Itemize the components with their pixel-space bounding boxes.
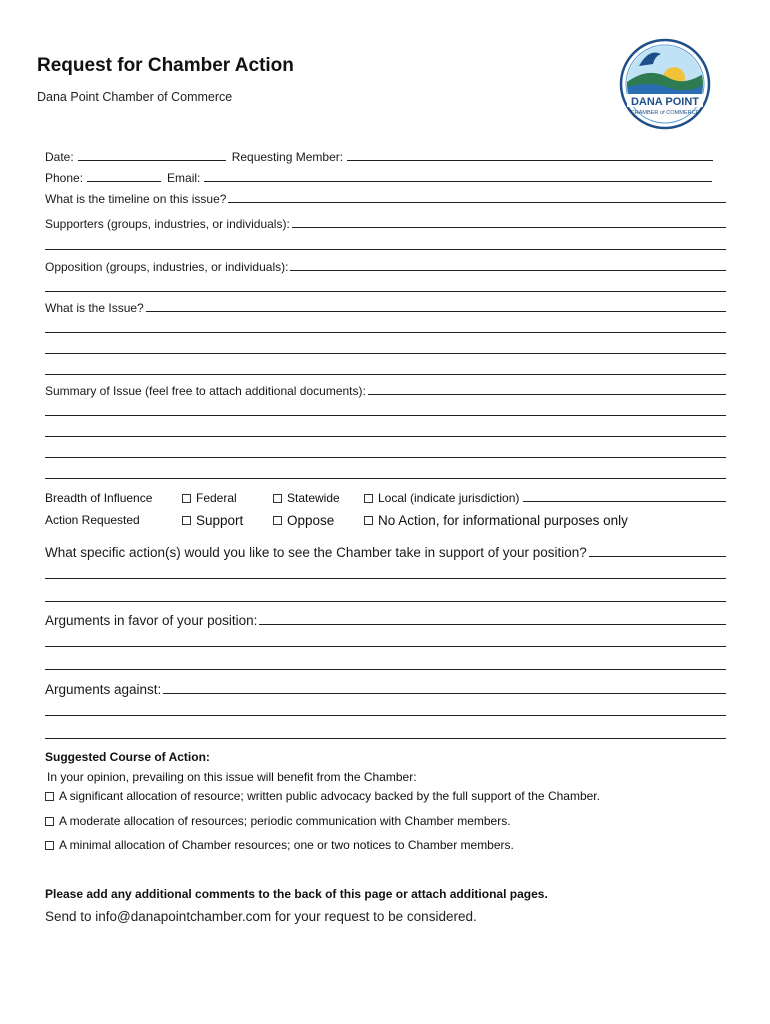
date-member-row bbox=[45, 146, 713, 164]
dana-point-logo bbox=[619, 38, 711, 130]
phone-label: Phone: bbox=[45, 171, 84, 185]
organization-name: Dana Point Chamber of Commerce bbox=[37, 90, 233, 104]
supporters-field[interactable] bbox=[292, 227, 726, 228]
opposition-row bbox=[45, 256, 726, 274]
no-action-checkbox[interactable] bbox=[364, 516, 373, 525]
significant-label: A significant allocation of resource; written public advocacy backed by the full support of the Chamber. bbox=[59, 789, 600, 803]
action-label: Action Requested bbox=[45, 513, 140, 527]
timeline-row bbox=[45, 188, 726, 206]
significant-checkbox[interactable] bbox=[45, 792, 54, 801]
issue-line-2[interactable] bbox=[45, 332, 726, 333]
timeline-field[interactable] bbox=[228, 202, 726, 203]
jurisdiction-field[interactable] bbox=[523, 501, 726, 502]
timeline-label: What is the timeline on this issue? bbox=[45, 192, 227, 206]
arguments-favor-line-2[interactable] bbox=[45, 646, 726, 647]
specific-action-line-3[interactable] bbox=[45, 601, 726, 602]
specific-action-label: What specific action(s) would you like to see the Chamber take in support of your position? bbox=[45, 545, 587, 560]
suggested-intro: In your opinion, prevailing on this issue will benefit from the Chamber: bbox=[47, 770, 417, 784]
local-label: Local (indicate jurisdiction) bbox=[378, 491, 520, 505]
action-no-action-option[interactable] bbox=[364, 513, 628, 528]
supporters-row bbox=[45, 213, 726, 231]
summary-line-4[interactable] bbox=[45, 457, 726, 458]
date-label: Date: bbox=[45, 150, 74, 164]
arguments-against-line-2[interactable] bbox=[45, 715, 726, 716]
breadth-local-option[interactable] bbox=[364, 491, 726, 505]
summary-line-5[interactable] bbox=[45, 478, 726, 479]
opposition-field[interactable] bbox=[290, 270, 726, 271]
support-checkbox[interactable] bbox=[182, 516, 191, 525]
statewide-checkbox[interactable] bbox=[273, 494, 282, 503]
suggested-heading: Suggested Course of Action: bbox=[45, 750, 210, 764]
arguments-favor-label: Arguments in favor of your position: bbox=[45, 613, 258, 628]
email-label: Email: bbox=[167, 171, 201, 185]
federal-checkbox[interactable] bbox=[182, 494, 191, 503]
arguments-favor-line-3[interactable] bbox=[45, 669, 726, 670]
issue-row bbox=[45, 297, 726, 315]
requesting-member-field[interactable] bbox=[347, 160, 713, 161]
oppose-label: Oppose bbox=[287, 512, 335, 528]
specific-action-line-2[interactable] bbox=[45, 578, 726, 579]
requesting-member-label: Requesting Member: bbox=[231, 150, 344, 164]
minimal-label: A minimal allocation of Chamber resources; one or two notices to Chamber members. bbox=[59, 838, 514, 852]
suggested-option-moderate[interactable] bbox=[45, 814, 511, 828]
send-instructions: Send to info@danapointchamber.com for your request to be considered. bbox=[45, 909, 477, 924]
arguments-against-line-3[interactable] bbox=[45, 738, 726, 739]
issue-line-3[interactable] bbox=[45, 353, 726, 354]
arguments-against-field[interactable] bbox=[163, 693, 726, 694]
moderate-label: A moderate allocation of resources; periodic communication with Chamber members. bbox=[59, 814, 511, 828]
action-support-option[interactable] bbox=[182, 513, 243, 528]
summary-field[interactable] bbox=[368, 394, 726, 395]
support-label: Support bbox=[196, 512, 244, 528]
breadth-federal-option[interactable] bbox=[182, 491, 237, 505]
summary-line-3[interactable] bbox=[45, 436, 726, 437]
logo-title: DANA POINT bbox=[630, 96, 700, 108]
specific-action-row bbox=[45, 540, 726, 560]
oppose-checkbox[interactable] bbox=[273, 516, 282, 525]
issue-line-4[interactable] bbox=[45, 374, 726, 375]
statewide-label: Statewide bbox=[287, 491, 340, 505]
arguments-against-row bbox=[45, 677, 726, 697]
federal-label: Federal bbox=[196, 491, 237, 505]
no-action-label: No Action, for informational purposes only bbox=[378, 512, 628, 528]
action-row bbox=[45, 511, 726, 529]
supporters-label: Supporters (groups, industries, or individuals): bbox=[45, 217, 290, 231]
breadth-label: Breadth of Influence bbox=[45, 491, 153, 505]
arguments-favor-field[interactable] bbox=[259, 624, 726, 625]
action-oppose-option[interactable] bbox=[273, 513, 334, 528]
issue-label: What is the Issue? bbox=[45, 301, 144, 315]
form-title: Request for Chamber Action bbox=[37, 55, 294, 76]
breadth-row bbox=[45, 489, 726, 507]
specific-action-field[interactable] bbox=[589, 556, 726, 557]
email-field[interactable] bbox=[204, 181, 712, 182]
arguments-favor-row bbox=[45, 608, 726, 628]
local-checkbox[interactable] bbox=[364, 494, 373, 503]
suggested-option-significant[interactable] bbox=[45, 789, 600, 803]
summary-label: Summary of Issue (feel free to attach additional documents): bbox=[45, 384, 366, 398]
breadth-statewide-option[interactable] bbox=[273, 491, 340, 505]
phone-field[interactable] bbox=[87, 181, 161, 182]
phone-email-row bbox=[45, 167, 712, 185]
opposition-line-2[interactable] bbox=[45, 291, 726, 292]
supporters-line-2[interactable] bbox=[45, 249, 726, 250]
suggested-option-minimal[interactable] bbox=[45, 838, 514, 852]
additional-comments-note: Please add any additional comments to the back of this page or attach additional pages. bbox=[45, 887, 548, 901]
opposition-label: Opposition (groups, industries, or individuals): bbox=[45, 260, 289, 274]
logo-subtitle: CHAMBER of COMMERCE bbox=[630, 110, 700, 116]
issue-field[interactable] bbox=[146, 311, 726, 312]
moderate-checkbox[interactable] bbox=[45, 817, 54, 826]
arguments-against-label: Arguments against: bbox=[45, 682, 162, 697]
summary-row bbox=[45, 380, 726, 398]
date-field[interactable] bbox=[78, 160, 226, 161]
summary-line-2[interactable] bbox=[45, 415, 726, 416]
minimal-checkbox[interactable] bbox=[45, 841, 54, 850]
